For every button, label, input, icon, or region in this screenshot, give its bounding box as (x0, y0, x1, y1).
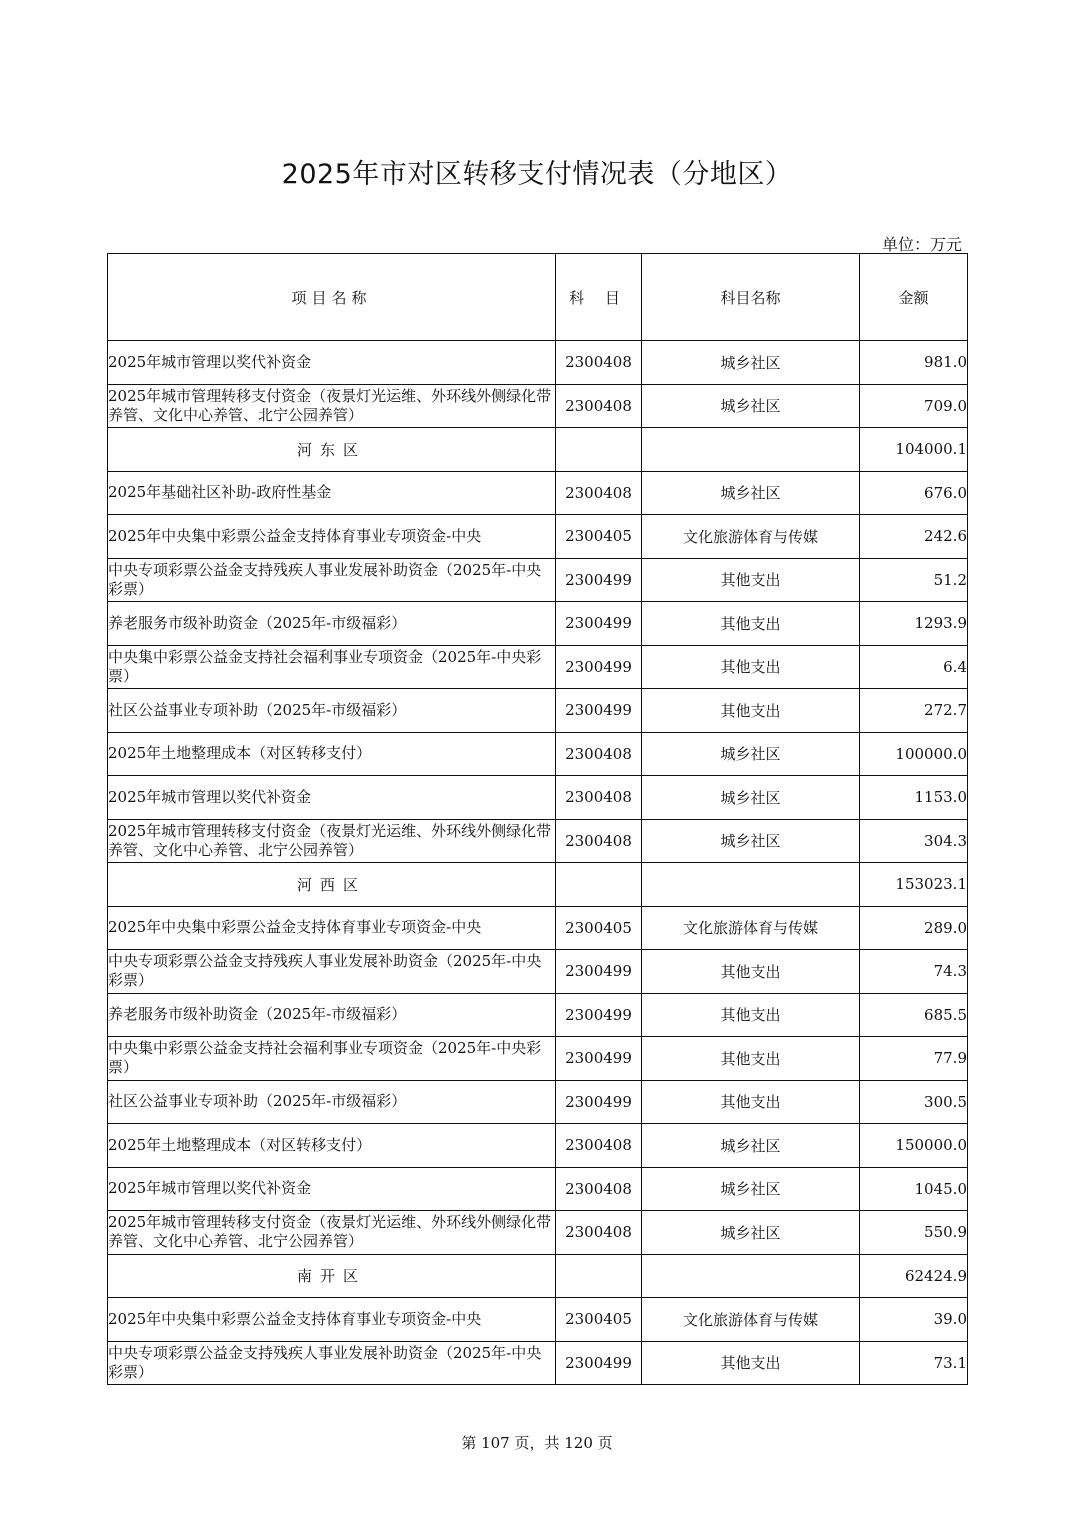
amount: 304.3 (860, 819, 968, 863)
subject-name: 城乡社区 (642, 819, 860, 863)
project-name: 2025年城市管理以奖代补资金 (108, 341, 556, 385)
amount: 685.5 (860, 993, 968, 1037)
header-project-name: 项目名称 (108, 254, 556, 341)
amount: 153023.1 (860, 863, 968, 907)
table-row (108, 1298, 968, 1342)
table-row (108, 689, 968, 733)
subject-code: 2300408 (556, 384, 642, 428)
amount: 709.0 (860, 384, 968, 428)
project-name: 2025年城市管理转移支付资金（夜景灯光运维、外环线外侧绿化带养管、文化中心养管、北宁公园养管） (108, 1211, 556, 1255)
amount: 289.0 (860, 906, 968, 950)
subject-code (556, 1254, 642, 1298)
amount: 77.9 (860, 1037, 968, 1081)
subject-name: 其他支出 (642, 689, 860, 733)
table-body (108, 341, 968, 1385)
subject-name: 城乡社区 (642, 776, 860, 820)
amount: 39.0 (860, 1298, 968, 1342)
amount: 1153.0 (860, 776, 968, 820)
subject-code (556, 428, 642, 472)
subject-name: 其他支出 (642, 558, 860, 602)
region-row (108, 428, 968, 472)
table-row (108, 776, 968, 820)
amount: 104000.1 (860, 428, 968, 472)
table-row (108, 602, 968, 646)
amount: 981.0 (860, 341, 968, 385)
project-name: 2025年城市管理以奖代补资金 (108, 1167, 556, 1211)
project-name: 2025年城市管理转移支付资金（夜景灯光运维、外环线外侧绿化带养管、文化中心养管、北宁公园养管） (108, 384, 556, 428)
table-row (108, 558, 968, 602)
subject-name: 其他支出 (642, 1341, 860, 1385)
project-name: 社区公益事业专项补助（2025年-市级福彩） (108, 1080, 556, 1124)
table-row (108, 645, 968, 689)
header-subject-name: 科目名称 (642, 254, 860, 341)
project-name: 中央集中彩票公益金支持社会福利事业专项资金（2025年-中央彩票） (108, 1037, 556, 1081)
subject-name: 城乡社区 (642, 471, 860, 515)
subject-code: 2300408 (556, 1211, 642, 1255)
project-name: 2025年中央集中彩票公益金支持体育事业专项资金-中央 (108, 515, 556, 559)
amount: 242.6 (860, 515, 968, 559)
project-name: 中央专项彩票公益金支持残疾人事业发展补助资金（2025年-中央彩票） (108, 1341, 556, 1385)
subject-code (556, 863, 642, 907)
subject-code: 2300499 (556, 602, 642, 646)
amount: 300.5 (860, 1080, 968, 1124)
amount: 74.3 (860, 950, 968, 994)
subject-code: 2300499 (556, 950, 642, 994)
amount: 6.4 (860, 645, 968, 689)
subject-name: 城乡社区 (642, 384, 860, 428)
table-row (108, 950, 968, 994)
table-row (108, 1211, 968, 1255)
region-row (108, 1254, 968, 1298)
region-name: 河东区 (108, 428, 556, 472)
subject-code: 2300499 (556, 645, 642, 689)
amount: 676.0 (860, 471, 968, 515)
subject-code: 2300405 (556, 515, 642, 559)
subject-name: 文化旅游体育与传媒 (642, 906, 860, 950)
region-name: 南开区 (108, 1254, 556, 1298)
amount: 73.1 (860, 1341, 968, 1385)
project-name: 2025年土地整理成本（对区转移支付） (108, 732, 556, 776)
table-row (108, 819, 968, 863)
transfer-table (107, 253, 968, 1385)
project-name: 中央专项彩票公益金支持残疾人事业发展补助资金（2025年-中央彩票） (108, 950, 556, 994)
region-name: 河西区 (108, 863, 556, 907)
subject-name: 城乡社区 (642, 1211, 860, 1255)
subject-name: 城乡社区 (642, 1124, 860, 1168)
table-row (108, 1124, 968, 1168)
subject-code: 2300408 (556, 471, 642, 515)
project-name: 2025年基础社区补助-政府性基金 (108, 471, 556, 515)
table-row (108, 341, 968, 385)
page-title: 2025年市对区转移支付情况表（分地区） (281, 159, 793, 190)
unit-label: 单位：万元 (881, 235, 962, 254)
subject-name: 文化旅游体育与传媒 (642, 515, 860, 559)
project-name: 中央专项彩票公益金支持残疾人事业发展补助资金（2025年-中央彩票） (108, 558, 556, 602)
table-row (108, 1037, 968, 1081)
table-row (108, 384, 968, 428)
header-subject-code: 科 目 (556, 254, 642, 341)
subject-name (642, 863, 860, 907)
project-name: 2025年土地整理成本（对区转移支付） (108, 1124, 556, 1168)
table-row (108, 732, 968, 776)
header-amount: 金额 (860, 254, 968, 341)
header-row (108, 254, 968, 341)
subject-name (642, 1254, 860, 1298)
table-row (108, 1167, 968, 1211)
subject-name: 其他支出 (642, 1080, 860, 1124)
subject-code: 2300499 (556, 689, 642, 733)
subject-name: 城乡社区 (642, 732, 860, 776)
subject-name: 其他支出 (642, 1037, 860, 1081)
table-row (108, 515, 968, 559)
subject-code: 2300408 (556, 1124, 642, 1168)
subject-name (642, 428, 860, 472)
page-footer: 第 107 页，共 120 页 (461, 1434, 613, 1452)
project-name: 养老服务市级补助资金（2025年-市级福彩） (108, 993, 556, 1037)
table-row (108, 993, 968, 1037)
amount: 550.9 (860, 1211, 968, 1255)
amount: 1045.0 (860, 1167, 968, 1211)
table-row (108, 906, 968, 950)
project-name: 2025年城市管理转移支付资金（夜景灯光运维、外环线外侧绿化带养管、文化中心养管、北宁公园养管） (108, 819, 556, 863)
table-row (108, 1080, 968, 1124)
subject-code: 2300408 (556, 819, 642, 863)
project-name: 社区公益事业专项补助（2025年-市级福彩） (108, 689, 556, 733)
subject-code: 2300405 (556, 1298, 642, 1342)
subject-code: 2300499 (556, 1341, 642, 1385)
project-name: 2025年中央集中彩票公益金支持体育事业专项资金-中央 (108, 906, 556, 950)
amount: 100000.0 (860, 732, 968, 776)
subject-code: 2300405 (556, 906, 642, 950)
table-row (108, 471, 968, 515)
subject-code: 2300499 (556, 1080, 642, 1124)
subject-code: 2300408 (556, 1167, 642, 1211)
subject-name: 城乡社区 (642, 1167, 860, 1211)
project-name: 2025年城市管理以奖代补资金 (108, 776, 556, 820)
amount: 150000.0 (860, 1124, 968, 1168)
amount: 272.7 (860, 689, 968, 733)
subject-name: 其他支出 (642, 993, 860, 1037)
subject-code: 2300408 (556, 732, 642, 776)
subject-name: 城乡社区 (642, 341, 860, 385)
subject-code: 2300408 (556, 341, 642, 385)
project-name: 中央集中彩票公益金支持社会福利事业专项资金（2025年-中央彩票） (108, 645, 556, 689)
subject-code: 2300499 (556, 1037, 642, 1081)
subject-name: 其他支出 (642, 602, 860, 646)
subject-code: 2300499 (556, 993, 642, 1037)
region-row (108, 863, 968, 907)
subject-code: 2300408 (556, 776, 642, 820)
amount: 51.2 (860, 558, 968, 602)
subject-name: 其他支出 (642, 950, 860, 994)
amount: 1293.9 (860, 602, 968, 646)
table-row (108, 1341, 968, 1385)
project-name: 2025年中央集中彩票公益金支持体育事业专项资金-中央 (108, 1298, 556, 1342)
project-name: 养老服务市级补助资金（2025年-市级福彩） (108, 602, 556, 646)
subject-code: 2300499 (556, 558, 642, 602)
subject-name: 文化旅游体育与传媒 (642, 1298, 860, 1342)
amount: 62424.9 (860, 1254, 968, 1298)
subject-name: 其他支出 (642, 645, 860, 689)
